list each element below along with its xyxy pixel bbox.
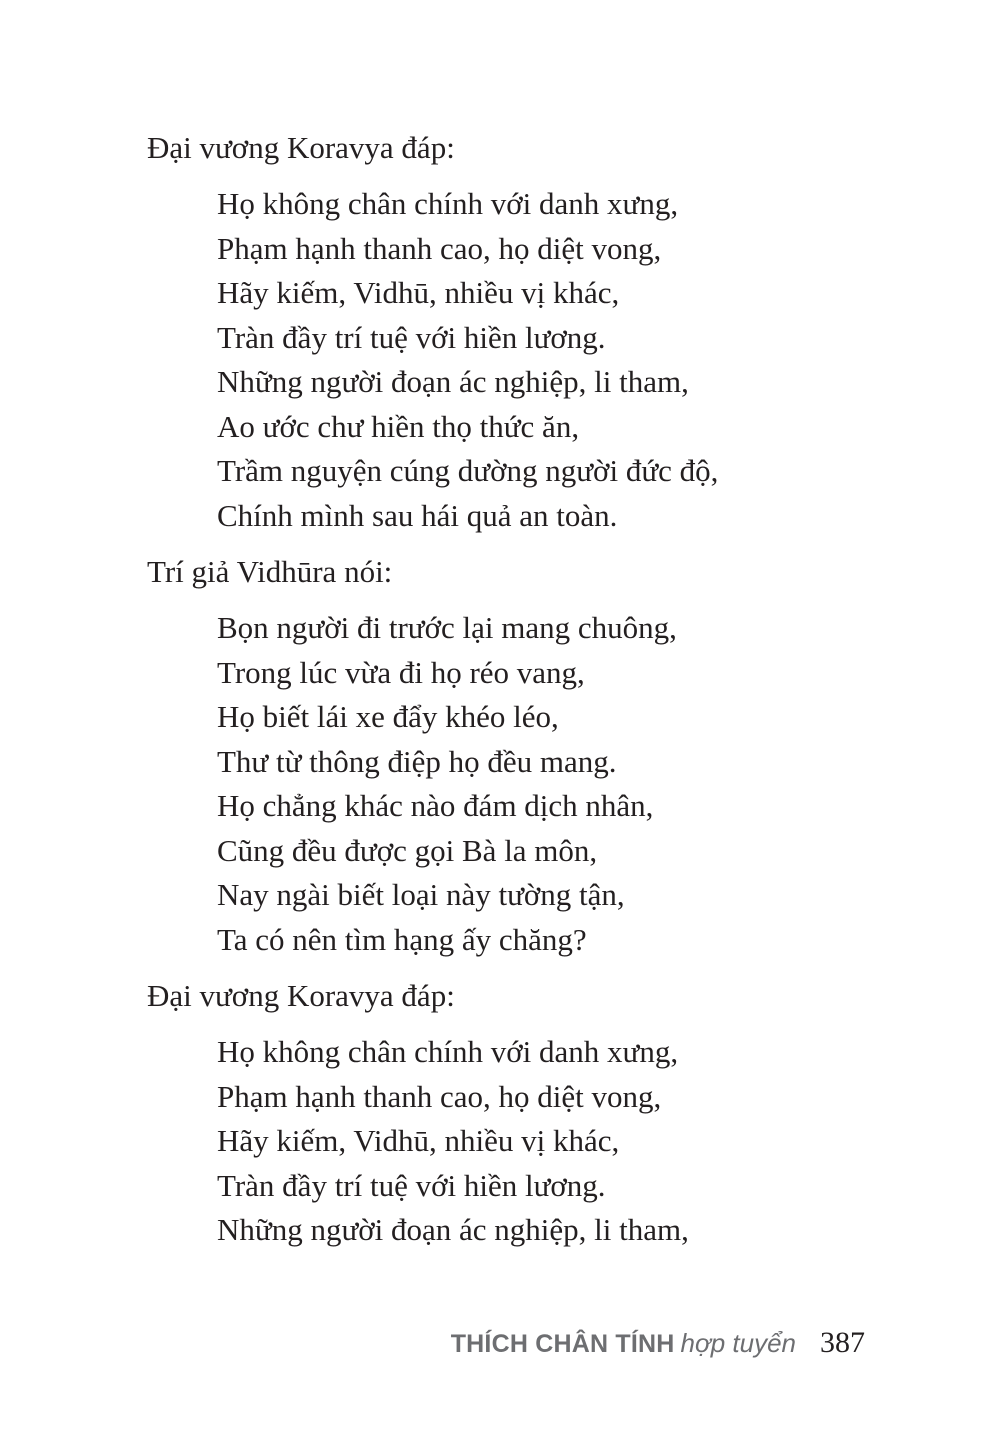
verse-line: Những người đoạn ác nghiệp, li tham, [217,364,689,399]
verse-line: Cũng đều được gọi Bà la môn, [217,832,598,868]
verse-line: Hãy kiếm, Vidhū, nhiều vị khác, [217,1123,620,1158]
verse-line: Những người đoạn ác nghiệp, li tham, [217,1212,689,1247]
running-footer [451,1326,865,1366]
verse-line: Họ không chân chính với danh xưng, [217,1034,679,1069]
verse-line: Phạm hạnh thanh cao, họ diệt vong, [217,1078,662,1114]
verse-line: Tràn đầy trí tuệ với hiền lương. [217,1167,606,1203]
verse-line: Hãy kiếm, Vidhū, nhiều vị khác, [217,275,620,310]
verse-line: Họ không chân chính với danh xưng, [217,186,679,221]
page-number: 387 [820,1326,865,1359]
verse-line: Phạm hạnh thanh cao, họ diệt vong, [217,230,662,266]
verse-line: Thư từ thông điệp họ đều mang. [217,743,617,779]
verse-line: Họ chẳng khác nào đám dịch nhân, [217,788,654,823]
verse-line: Ao ước chư hiền thọ thức ăn, [217,408,580,444]
speaker-line: Đại vương Koravya đáp: [147,978,455,1013]
speaker-line: Đại vương Koravya đáp: [147,130,455,165]
verse-stanza [217,182,718,538]
verse-line: Bọn người đi trước lại mang chuông, [217,610,677,645]
verse-line: Họ biết lái xe đẩy khéo léo, [217,699,559,734]
footer-subtitle: hợp tuyển [680,1328,796,1358]
verse-line: Trầm nguyện cúng dường người đức độ, [217,453,719,488]
verse-stanza [217,1030,689,1253]
verse-line: Chính mình sau hái quả an toàn. [217,497,618,533]
verse-line: Trong lúc vừa đi họ réo vang, [217,654,585,690]
verse-line: Tràn đầy trí tuệ với hiền lương. [217,319,606,355]
footer-author: THÍCH CHÂN TÍNH [450,1330,675,1358]
verse-stanza [217,606,677,962]
speaker-line: Trí giả Vidhūra nói: [147,554,393,589]
verse-line: Nay ngài biết loại này tường tận, [217,877,625,912]
verse-line: Ta có nên tìm hạng ấy chăng? [217,921,587,957]
